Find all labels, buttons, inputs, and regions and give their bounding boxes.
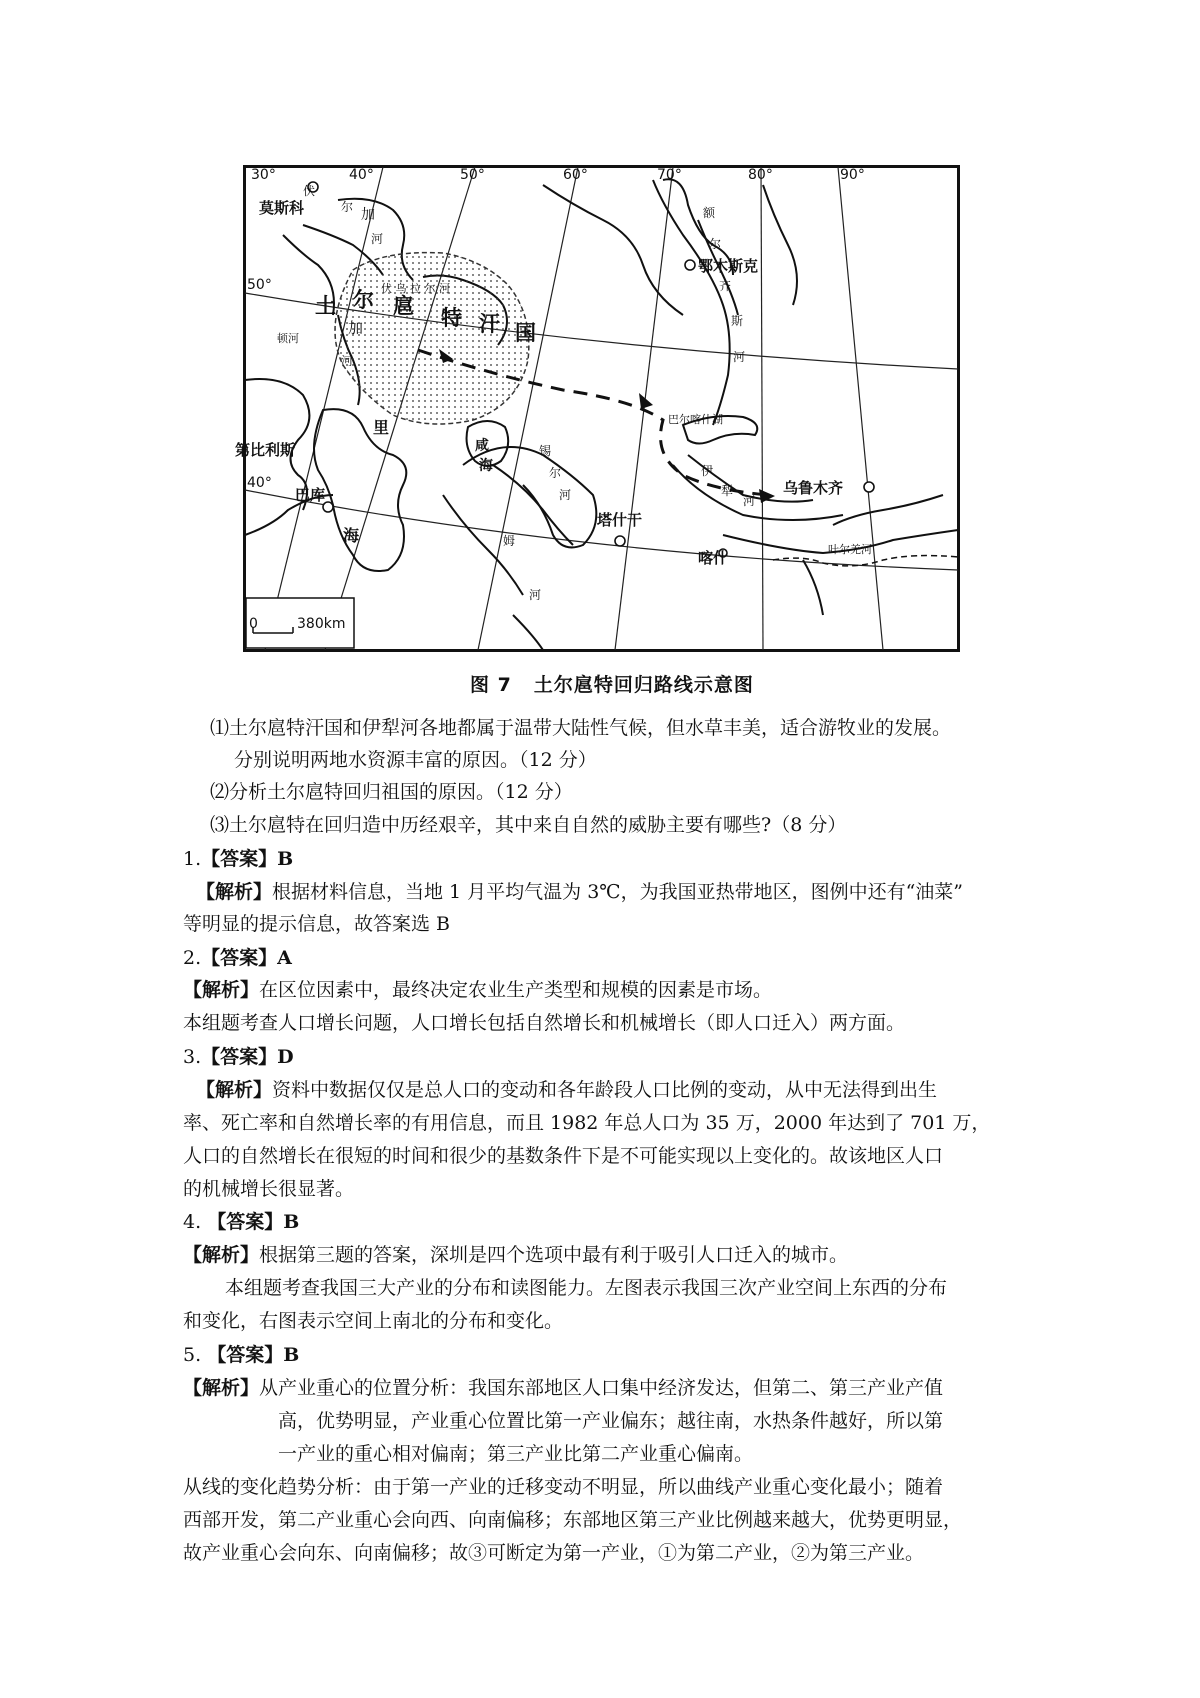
figure-title: 土尔扈特回归路线示意图 bbox=[533, 674, 754, 696]
region-char: 汗 bbox=[479, 312, 500, 336]
river-char: 河 bbox=[559, 488, 572, 502]
analysis-5 bbox=[183, 1373, 943, 1403]
answer-num: 4. bbox=[183, 1211, 202, 1233]
analysis-text: 从产业重心的位置分析：我国东部地区人口集中经济发达，但第二、第三产业产值 bbox=[259, 1377, 944, 1399]
place-kashgar: 喀什 bbox=[698, 549, 729, 567]
question-2: ⑵分析土尔扈特回归祖国的原因。（12 分） bbox=[210, 781, 573, 803]
analysis-1-cont: 等明显的提示信息，故答案选 B bbox=[183, 913, 451, 935]
river-char: 加 bbox=[361, 207, 375, 223]
answer-value: D bbox=[277, 1046, 294, 1068]
river-char: 河 bbox=[743, 494, 756, 508]
river-ural: 伏 乌 拉 尔 河 bbox=[381, 282, 450, 295]
analysis-3-cont: 人口的自然增长在很短的时间和很少的基数条件下是不可能实现以上变化的。故该地区人口 bbox=[183, 1145, 944, 1167]
river-char: 伊 bbox=[701, 464, 714, 478]
river-char: 斯 bbox=[731, 314, 744, 328]
lake-balkhash: 巴尔喀什湖 bbox=[668, 413, 723, 426]
question-1: ⑴土尔扈特汗国和伊犁河各地都属于温带大陆性气候，但水草丰美，适合游牧业的发展。 bbox=[210, 717, 952, 739]
place-tashkent: 塔什干 bbox=[597, 511, 643, 529]
scale-zero: 0 bbox=[249, 616, 258, 632]
trend-analysis-cont: 西部开发，第二产业重心会向西、向南偏移；东部地区第三产业比例越来越大，优势更明显， bbox=[183, 1509, 963, 1531]
note-2: 本组题考查人口增长问题，人口增长包括自然增长和机械增长（即人口迁入）两方面。 bbox=[183, 1012, 906, 1034]
place-urumqi: 乌鲁木齐 bbox=[783, 479, 844, 497]
region-char: 特 bbox=[441, 306, 462, 330]
note-4-cont: 和变化，右图表示空间上南北的分布和变化。 bbox=[183, 1310, 564, 1332]
river-char: 尔 bbox=[341, 200, 354, 214]
map-frame bbox=[245, 167, 959, 651]
lon-label: 40° bbox=[349, 167, 374, 183]
trend-analysis-cont: 故产业重心会向东、向南偏移；故③可断定为第一产业，①为第二产业，②为第三产业。 bbox=[183, 1542, 925, 1564]
answer-num: 5. bbox=[183, 1344, 202, 1366]
answer-5 bbox=[183, 1340, 299, 1370]
analysis-3-cont: 率、死亡率和自然增长率的有用信息，而且 1982 年总人口为 35 万，2000 年达到了 701 万， bbox=[183, 1112, 991, 1134]
lake-char: 里 bbox=[373, 418, 390, 437]
river-char: 姆 bbox=[503, 534, 516, 548]
analysis-5-cont: 一产业的重心相对偏南；第三产业比第二产业重心偏南。 bbox=[278, 1443, 754, 1465]
river-char: 锡 bbox=[539, 444, 552, 458]
answer-num: 3. bbox=[183, 1046, 202, 1068]
river-char: 额 bbox=[703, 206, 716, 220]
analysis-text: 根据第三题的答案，深圳是四个选项中最有利于吸引人口迁入的城市。 bbox=[259, 1244, 849, 1266]
river-char: 河 bbox=[371, 232, 384, 246]
tuerhute-route-map bbox=[235, 165, 960, 652]
scale-bar bbox=[246, 598, 354, 648]
lon-label: 80° bbox=[748, 167, 773, 183]
place-moscow: 莫斯科 bbox=[259, 199, 305, 217]
analysis-5-cont: 高，优势明显，产业重心位置比第一产业偏东；越往南，水热条件越好，所以第 bbox=[278, 1410, 944, 1432]
lake-char: 海 bbox=[343, 526, 360, 545]
answer-1 bbox=[183, 844, 293, 874]
lon-label: 50° bbox=[460, 167, 485, 183]
lake-aral: 海 bbox=[479, 458, 493, 474]
answer-tag: 【答案】 bbox=[201, 1046, 278, 1068]
scale-distance: 380km bbox=[297, 616, 346, 632]
analysis-1 bbox=[196, 877, 963, 907]
answer-num: 2. bbox=[183, 947, 202, 969]
answer-tag: 【答案】 bbox=[201, 848, 278, 870]
lake-aral: 咸 bbox=[475, 438, 489, 454]
answer-3 bbox=[183, 1042, 294, 1072]
analysis-text: 资料中数据仅仅是总人口的变动和各年龄段人口比例的变动，从中无法得到出生 bbox=[272, 1079, 938, 1101]
river-char: 伏 bbox=[303, 184, 316, 198]
answer-value: B bbox=[283, 1211, 300, 1233]
river-char: 河 bbox=[733, 350, 746, 364]
river-char: 加 bbox=[348, 319, 364, 337]
lon-label: 90° bbox=[840, 167, 865, 183]
region-char: 尔 bbox=[353, 288, 374, 312]
river-yarkand: 叶尔羌河 bbox=[828, 543, 872, 556]
analysis-text: 在区位因素中，最终决定农业生产类型和规模的因素是市场。 bbox=[259, 979, 773, 1001]
lon-label: 70° bbox=[657, 167, 682, 183]
answer-value: B bbox=[283, 1344, 300, 1366]
river-char: 犁 bbox=[721, 484, 734, 498]
river-don: 顿河 bbox=[277, 332, 299, 345]
place-baku: 巴库 bbox=[295, 486, 326, 504]
answer-tag: 【答案】 bbox=[207, 1344, 284, 1366]
lon-label: 60° bbox=[563, 167, 588, 183]
river-char: 河 bbox=[529, 588, 542, 602]
analysis-tag: 【解析】 bbox=[196, 1079, 273, 1101]
lat-label: 50° bbox=[247, 277, 272, 293]
analysis-3-cont: 的机械增长很显著。 bbox=[183, 1178, 355, 1200]
region-char: 土 bbox=[315, 294, 336, 318]
analysis-2 bbox=[183, 975, 772, 1005]
answer-value: B bbox=[277, 848, 294, 870]
analysis-text: 根据材料信息，当地 1 月平均气温为 3℃，为我国亚热带地区，图例中还有“油菜” bbox=[272, 881, 963, 903]
trend-analysis: 从线的变化趋势分析：由于第一产业的迁移变动不明显，所以曲线产业重心变化最小；随着 bbox=[183, 1476, 944, 1498]
answer-value: A bbox=[277, 947, 292, 969]
river-char: 齐 bbox=[719, 279, 732, 293]
place-tbilisi: 第比利斯 bbox=[235, 441, 296, 459]
river-char: 尔 bbox=[549, 466, 562, 480]
figure-number: 图 7 bbox=[470, 674, 512, 696]
answer-4 bbox=[183, 1207, 299, 1237]
analysis-tag: 【解析】 bbox=[183, 1377, 260, 1399]
answer-num: 1. bbox=[183, 848, 202, 870]
analysis-tag: 【解析】 bbox=[196, 881, 273, 903]
note-4: 本组题考查我国三大产业的分布和读图能力。左图表示我国三次产业空间上东西的分布 bbox=[225, 1277, 948, 1299]
river-char: 河 bbox=[341, 354, 354, 368]
answer-tag: 【答案】 bbox=[207, 1211, 284, 1233]
analysis-4 bbox=[183, 1240, 848, 1270]
analysis-3 bbox=[196, 1075, 937, 1105]
place-omsk: 鄂木斯克 bbox=[698, 257, 759, 275]
region-char: 国 bbox=[515, 321, 536, 345]
analysis-tag: 【解析】 bbox=[183, 1244, 260, 1266]
region-char: 扈 bbox=[393, 294, 414, 318]
lon-label: 30° bbox=[251, 167, 276, 183]
river-char: 尔 bbox=[709, 237, 722, 251]
lat-label: 40° bbox=[247, 475, 272, 491]
answer-2 bbox=[183, 943, 292, 973]
question-1-cont: 分别说明两地水资源丰富的原因。（12 分） bbox=[234, 749, 597, 771]
question-3: ⑶土尔扈特在回归造中历经艰辛，其中来自自然的威胁主要有哪些?（8 分） bbox=[210, 814, 847, 836]
analysis-tag: 【解析】 bbox=[183, 979, 260, 1001]
answer-tag: 【答案】 bbox=[201, 947, 278, 969]
figure-caption bbox=[470, 670, 754, 697]
